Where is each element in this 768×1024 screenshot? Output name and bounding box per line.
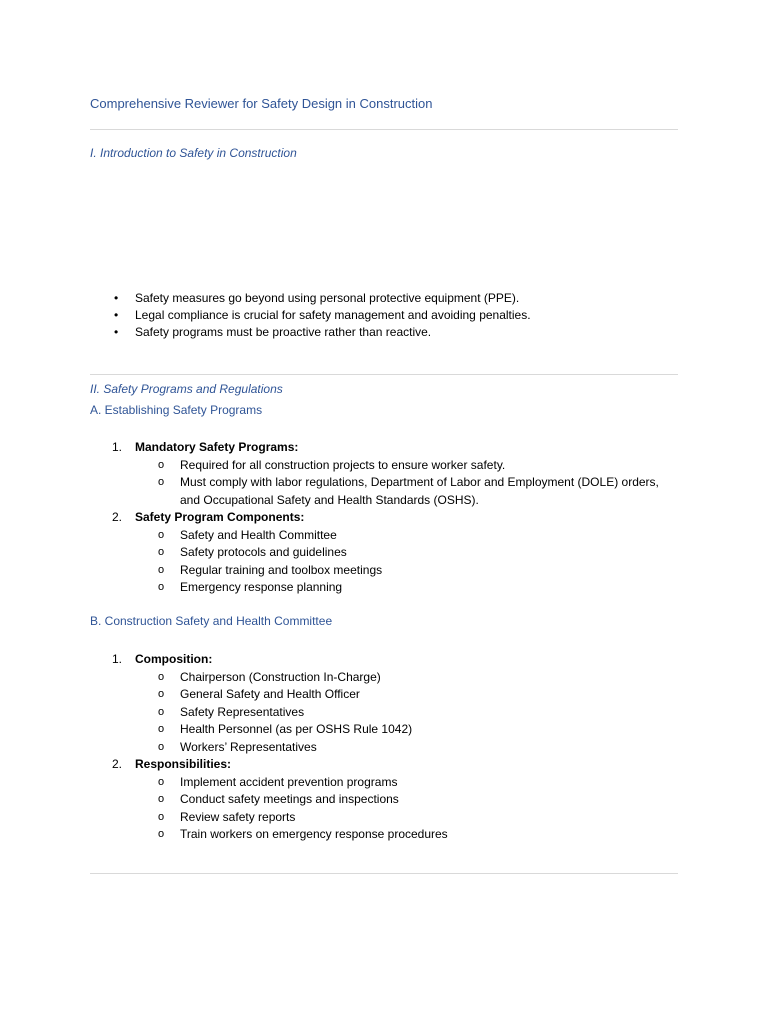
item-number: 2.: [112, 510, 123, 524]
item-label: Composition:: [135, 652, 213, 666]
sub-bullet-marker: o: [158, 688, 165, 700]
divider: [90, 374, 678, 375]
numbered-item: [90, 509, 680, 597]
sub-item-text: Implement accident prevention programs: [180, 774, 398, 789]
sub-bullet-marker: o: [158, 563, 165, 576]
sub-bullet-marker: o: [158, 581, 165, 593]
bullet-text: Safety measures go beyond using personal protective equipment (PPE).: [135, 291, 520, 305]
section-heading-intro: I. Introduction to Safety in Construction: [90, 146, 297, 160]
sub-item-text: Regular training and toolbox meetings: [180, 562, 383, 577]
numbered-item: [90, 439, 680, 509]
sub-list-item: [90, 457, 680, 475]
sub-item-text: Safety protocols and guidelines: [180, 545, 347, 559]
sub-list-item: [90, 791, 680, 809]
sub-list-item: [90, 686, 680, 704]
sub-list-item: [90, 579, 680, 597]
divider: [90, 873, 678, 874]
sub-list-item: [90, 809, 680, 827]
sub-item-text: Emergency response planning: [180, 580, 343, 594]
sub-list-item: [90, 669, 680, 687]
sub-list-item: [90, 527, 680, 545]
sub-bullet-marker: o: [158, 740, 165, 753]
list-item: [90, 290, 531, 307]
sub-bullet-marker: o: [158, 705, 165, 718]
sub-list-item: [90, 474, 680, 509]
list-item: [90, 324, 531, 341]
sub-bullet-marker: o: [158, 670, 165, 683]
sub-item-text: Safety and Health Committee: [180, 527, 337, 542]
sub-list-item: [90, 774, 680, 792]
intro-bullet-list: [90, 290, 531, 341]
sub-item-text: Required for all construction projects to ensure worker safety.: [180, 457, 506, 472]
bullet-marker: •: [114, 325, 119, 339]
sub-bullet-marker: o: [158, 793, 165, 805]
sub-item-text: Conduct safety meetings and inspections: [180, 792, 399, 806]
sub-bullet-marker: o: [158, 546, 165, 558]
subsection-heading-establishing: A. Establishing Safety Programs: [90, 403, 263, 417]
sub-bullet-marker: o: [158, 723, 165, 735]
list-item: [90, 307, 531, 324]
committee-numbered-list: [90, 651, 680, 844]
divider: [90, 129, 678, 130]
sub-bullet-marker: o: [158, 458, 165, 471]
sub-bullet-marker: o: [158, 476, 165, 488]
sub-list-item: [90, 826, 680, 844]
item-label: Safety Program Components:: [135, 510, 305, 524]
document-title: Comprehensive Reviewer for Safety Design in Construction: [90, 96, 433, 111]
sub-bullet-marker: o: [158, 528, 165, 541]
sub-item-text: Review safety reports: [180, 809, 296, 824]
subsection-heading-committee: B. Construction Safety and Health Committee: [90, 614, 333, 628]
sub-bullet-marker: o: [158, 828, 165, 840]
sub-list-item: [90, 721, 680, 739]
sub-item-text: Train workers on emergency response procedures: [180, 827, 448, 841]
document-page: [90, 0, 678, 1024]
establishing-numbered-list: [90, 439, 680, 597]
sub-item-text: Health Personnel (as per OSHS Rule 1042): [180, 722, 413, 736]
sub-list-item: [90, 739, 680, 757]
sub-item-text: Chairperson (Construction In-Charge): [180, 669, 381, 684]
numbered-item: [90, 651, 680, 756]
item-number: 1.: [112, 440, 123, 454]
bullet-marker: •: [114, 291, 119, 305]
sub-item-text: Must comply with labor regulations, Department of Labor and Employment (DOLE) orders, and Occupational Safety and Health Standards (OSHS).: [180, 475, 659, 507]
bullet-marker: •: [114, 308, 119, 322]
item-number: 1.: [112, 652, 123, 666]
sub-item-text: Safety Representatives: [180, 704, 305, 719]
numbered-item: [90, 756, 680, 844]
item-label: Responsibilities:: [135, 757, 232, 771]
sub-bullet-marker: o: [158, 810, 165, 823]
section-heading-programs: II. Safety Programs and Regulations: [90, 382, 283, 396]
bullet-text: Safety programs must be proactive rather than reactive.: [135, 325, 432, 339]
sub-list-item: [90, 544, 680, 562]
sub-item-text: Workers’ Representatives: [180, 739, 317, 754]
item-label: Mandatory Safety Programs:: [135, 440, 299, 454]
item-number: 2.: [112, 757, 123, 771]
sub-item-text: General Safety and Health Officer: [180, 687, 360, 701]
sub-list-item: [90, 704, 680, 722]
bullet-text: Legal compliance is crucial for safety management and avoiding penalties.: [135, 308, 531, 322]
sub-bullet-marker: o: [158, 775, 165, 788]
sub-list-item: [90, 562, 680, 580]
